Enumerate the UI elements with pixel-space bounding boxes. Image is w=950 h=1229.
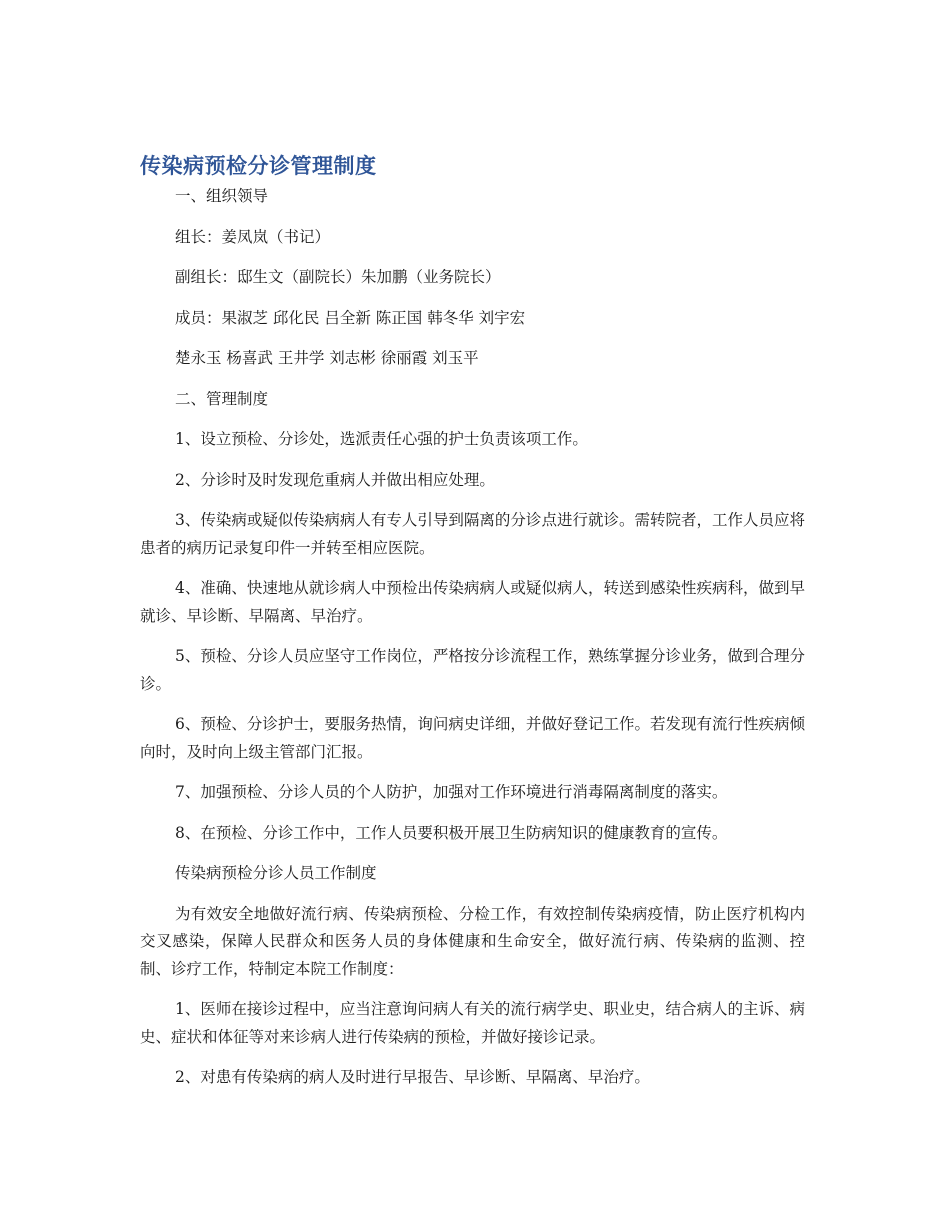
- rule-item: 4、准确、快速地从就诊病人中预检出传染病病人或疑似病人，转送到感染性疾病科，做到早就诊、早诊断、早隔离、早治疗。: [140, 579, 805, 625]
- section-heading-management: 二、管理制度: [175, 389, 269, 408]
- members-line-continued: 楚永玉 杨喜武 王井学 刘志彬 徐丽霞 刘玉平: [175, 349, 479, 367]
- rule-item: 5、预检、分诊人员应坚守工作岗位，严格按分诊流程工作，熟练掌握分诊业务，做到合理分诊。: [140, 647, 805, 693]
- rule-item: 1、设立预检、分诊处，选派责任心强的护士负责该项工作。: [175, 430, 588, 448]
- rule-item: 1、医师在接诊过程中，应当注意询问病人有关的流行病学史、职业史，结合病人的主诉、病史、症状和体征等对来诊病人进行传染病的预检，并做好接诊记录。: [140, 1000, 805, 1046]
- subsection-heading-staff-rules: 传染病预检分诊人员工作制度: [175, 864, 377, 882]
- intro-paragraph: 为有效安全地做好流行病、传染病预检、分检工作，有效控制传染病疫情，防止医疗机构内交叉感染，保障人民群众和医务人员的身体健康和生命安全，做好流行病、传染病的监测、控制、诊疗工作，特制定本院工作制度：: [140, 904, 805, 978]
- rule-item: 2、对患有传染病的病人及时进行早报告、早诊断、早隔离、早治疗。: [175, 1068, 650, 1086]
- members-line: 成员：果淑芝 邱化民 吕全新 陈正国 韩冬华 刘宇宏: [175, 308, 526, 327]
- section-heading-organization: 一、组织领导: [175, 187, 269, 205]
- rule-item: 3、传染病或疑似传染病病人有专人引导到隔离的分诊点进行就诊。需转院者，工作人员应将患者的病历记录复印件一并转至相应医院。: [140, 511, 805, 557]
- rule-item: 2、分诊时及时发现危重病人并做出相应处理。: [175, 470, 495, 489]
- rule-item: 6、预检、分诊护士，要服务热情，询问病史详细，并做好登记工作。若发现有流行性疾病倾向时，及时向上级主管部门汇报。: [140, 715, 805, 761]
- document-body: [140, 183, 805, 1105]
- rule-item: 8、在预检、分诊工作中，工作人员要积极开展卫生防病知识的健康教育的宣传。: [175, 823, 728, 842]
- document-title: 传染病预检分诊管理制度: [140, 154, 377, 178]
- deputy-leader-line: 副组长：邸生文（副院长）朱加鹏（业务院长）: [175, 268, 501, 286]
- team-leader-line: 组长：姜凤岚（书记）: [175, 227, 331, 246]
- rule-item: 7、加强预检、分诊人员的个人防护，加强对工作环境进行消毒隔离制度的落实。: [175, 783, 728, 801]
